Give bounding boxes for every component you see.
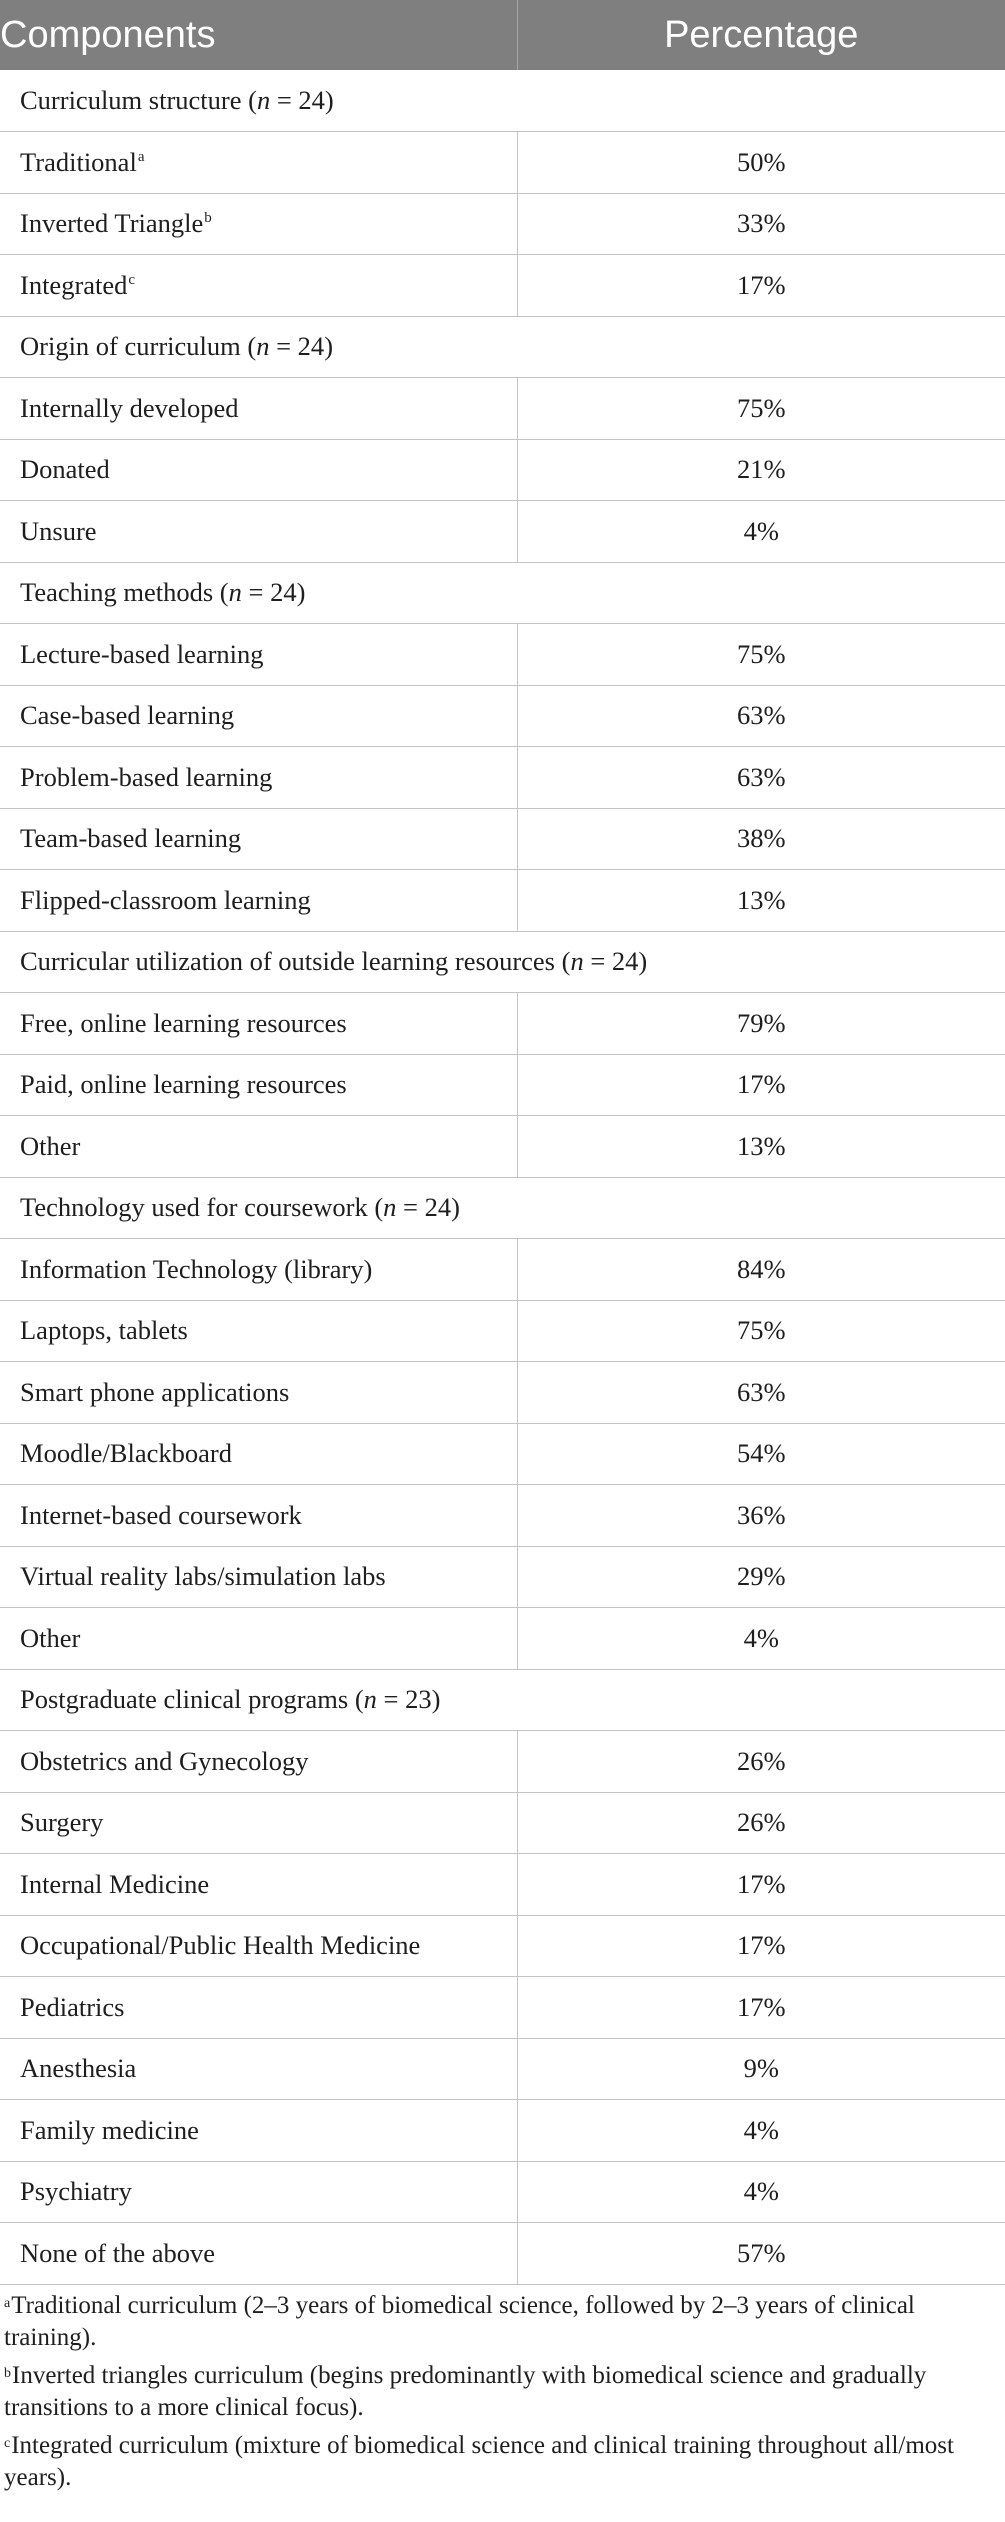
percentage-cell: 54%: [517, 1423, 1005, 1485]
section-n-value: = 24: [396, 1192, 452, 1223]
component-cell: [0, 1116, 517, 1178]
table-row: [0, 1485, 1005, 1547]
percentage-cell: 57%: [517, 2223, 1005, 2285]
component-cell: [0, 2038, 517, 2100]
section-n-label: n: [363, 1684, 377, 1715]
table-row: [0, 1423, 1005, 1485]
table-row: [0, 1362, 1005, 1424]
table-row: [0, 685, 1005, 747]
component-cell: [0, 1731, 517, 1793]
footnote: [4, 2360, 1001, 2424]
section-n-label: n: [570, 946, 584, 977]
component-label: Family medicine: [20, 2114, 199, 2145]
section-title-text: Technology used for coursework: [20, 1192, 368, 1223]
footnote: [4, 2290, 1001, 2354]
percentage-cell: 4%: [517, 1608, 1005, 1670]
percentage-cell: 13%: [517, 1116, 1005, 1178]
component-cell: [0, 2223, 517, 2285]
section-row: [0, 1669, 1005, 1731]
percentage-cell: 26%: [517, 1731, 1005, 1793]
percentage-cell: 17%: [517, 1915, 1005, 1977]
section-row: [0, 316, 1005, 378]
section-n-label: n: [256, 331, 270, 362]
component-label: Moodle/Blackboard: [20, 1438, 232, 1469]
section-n-value: = 24: [241, 577, 297, 608]
component-label: Lecture-based learning: [20, 638, 264, 669]
section-n-label: n: [228, 577, 242, 608]
component-cell: [0, 1485, 517, 1547]
component-label: Anesthesia: [20, 2053, 137, 2084]
component-cell: [0, 1608, 517, 1670]
percentage-cell: 75%: [517, 1300, 1005, 1362]
table-row: [0, 624, 1005, 686]
component-cell: [0, 193, 517, 255]
component-cell: [0, 747, 517, 809]
footnote-marker: c: [128, 271, 136, 288]
component-cell: [0, 2100, 517, 2162]
component-label: Surgery: [20, 1807, 104, 1838]
component-label: Case-based learning: [20, 700, 235, 731]
table-row: [0, 132, 1005, 194]
component-cell: [0, 1792, 517, 1854]
table-row: [0, 1608, 1005, 1670]
percentage-cell: 21%: [517, 439, 1005, 501]
section-n-value: = 24: [270, 85, 325, 115]
section-title: Postgraduate clinical programs (n = 23): [0, 1669, 1005, 1731]
component-label: Free, online learning resources: [20, 1007, 347, 1038]
table-row: [0, 439, 1005, 501]
component-label: Flipped-classroom learning: [20, 884, 311, 915]
percentage-cell: 38%: [517, 808, 1005, 870]
component-label: Laptops, tablets: [20, 1315, 188, 1346]
table-row: [0, 1977, 1005, 2039]
section-title: Teaching methods (n = 24): [0, 562, 1005, 624]
table-row: [0, 1116, 1005, 1178]
section-row: [0, 562, 1005, 624]
section-n-value: = 23: [376, 1684, 432, 1715]
component-cell: [0, 378, 517, 440]
section-n-value: = 24: [583, 946, 639, 977]
footnote-mark: a: [4, 2296, 11, 2311]
table-row: [0, 870, 1005, 932]
section-title: Curricular utilization of outside learning resources (n = 24): [0, 931, 1005, 993]
component-label: Psychiatry: [20, 2176, 132, 2207]
section-title: Origin of curriculum (n = 24): [0, 316, 1005, 378]
table-row: [0, 378, 1005, 440]
percentage-cell: 84%: [517, 1239, 1005, 1301]
percentage-cell: 4%: [517, 501, 1005, 563]
table-body: [0, 70, 1005, 2284]
table-row: [0, 1854, 1005, 1916]
section-row: [0, 70, 1005, 132]
footnote-text: Integrated curriculum (mixture of biomedical science and clinical training throughout all/most years).: [4, 2432, 954, 2491]
percentage-cell: 63%: [517, 747, 1005, 809]
percentage-cell: 33%: [517, 193, 1005, 255]
component-label: Information Technology (library): [20, 1253, 373, 1284]
component-label: Inverted Triangle: [20, 208, 204, 239]
percentage-cell: 4%: [517, 2100, 1005, 2162]
component-cell: [0, 1854, 517, 1916]
component-label: Team-based learning: [20, 823, 242, 854]
component-cell: [0, 1546, 517, 1608]
table-row: [0, 1915, 1005, 1977]
section-title-text: Teaching methods: [20, 577, 214, 608]
component-cell: [0, 1423, 517, 1485]
section-row: [0, 931, 1005, 993]
header-percentage: Percentage: [517, 0, 1005, 70]
percentage-cell: 63%: [517, 1362, 1005, 1424]
footnote-mark: b: [4, 2366, 11, 2381]
percentage-cell: 17%: [517, 1054, 1005, 1116]
percentage-cell: 75%: [517, 378, 1005, 440]
component-cell: [0, 993, 517, 1055]
footnote-marker: a: [137, 148, 145, 165]
table-row: [0, 193, 1005, 255]
component-cell: [0, 2161, 517, 2223]
header-row: [0, 0, 1005, 70]
table-row: [0, 808, 1005, 870]
percentage-cell: 4%: [517, 2161, 1005, 2223]
section-title: Technology used for coursework (n = 24): [0, 1177, 1005, 1239]
percentage-cell: 9%: [517, 2038, 1005, 2100]
section-n-label: n: [383, 1192, 397, 1223]
percentage-cell: 13%: [517, 870, 1005, 932]
percentage-cell: 50%: [517, 132, 1005, 194]
component-label: Smart phone applications: [20, 1376, 290, 1407]
percentage-cell: 75%: [517, 624, 1005, 686]
percentage-cell: 17%: [517, 255, 1005, 317]
section-title-text: Curriculum structure: [20, 85, 242, 115]
component-label: Unsure: [20, 515, 97, 546]
component-label: Obstetrics and Gynecology: [20, 1745, 309, 1776]
section-title-text: Postgraduate clinical programs: [20, 1684, 349, 1715]
section-title-text: Curricular utilization of outside learning resources: [20, 946, 555, 977]
component-label: Donated: [20, 454, 110, 485]
component-label: Traditional: [20, 146, 137, 177]
component-cell: [0, 870, 517, 932]
percentage-cell: 29%: [517, 1546, 1005, 1608]
component-cell: [0, 1239, 517, 1301]
component-label: Internal Medicine: [20, 1868, 210, 1899]
section-row: [0, 1177, 1005, 1239]
component-label: Other: [20, 1130, 81, 1161]
footnote-text: Traditional curriculum (2–3 years of biomedical science, followed by 2–3 years of clinical training).: [4, 2292, 915, 2351]
table-row: [0, 2100, 1005, 2162]
component-cell: [0, 1362, 517, 1424]
percentage-cell: 26%: [517, 1792, 1005, 1854]
footnote: [4, 2430, 1001, 2494]
component-cell: [0, 501, 517, 563]
table-row: [0, 1731, 1005, 1793]
percentage-cell: 79%: [517, 993, 1005, 1055]
percentage-cell: 17%: [517, 1977, 1005, 2039]
component-label: Pediatrics: [20, 1991, 125, 2022]
table-row: [0, 1300, 1005, 1362]
component-label: Paid, online learning resources: [20, 1069, 347, 1100]
footnote-mark: c: [4, 2436, 11, 2451]
component-cell: [0, 439, 517, 501]
component-label: Problem-based learning: [20, 761, 273, 792]
component-label: Internally developed: [20, 392, 239, 423]
table-row: [0, 2223, 1005, 2285]
component-cell: [0, 1977, 517, 2039]
percentage-cell: 17%: [517, 1854, 1005, 1916]
table-row: [0, 1054, 1005, 1116]
percentage-cell: 36%: [517, 1485, 1005, 1547]
component-label: Other: [20, 1622, 81, 1653]
section-n-label: n: [256, 85, 271, 115]
component-cell: [0, 132, 517, 194]
percentage-cell: 63%: [517, 685, 1005, 747]
footnotes: [0, 2290, 1005, 2500]
section-title: Curriculum structure (n = 24): [0, 70, 1005, 132]
table-row: [0, 1546, 1005, 1608]
table-row: [0, 2038, 1005, 2100]
component-label: Occupational/Public Health Medicine: [20, 1930, 421, 1961]
component-cell: [0, 808, 517, 870]
component-cell: [0, 1915, 517, 1977]
table-row: [0, 747, 1005, 809]
component-cell: [0, 1300, 517, 1362]
component-label: Internet-based coursework: [20, 1499, 302, 1530]
footnote-marker: b: [204, 210, 212, 227]
table-row: [0, 2161, 1005, 2223]
component-cell: [0, 624, 517, 686]
component-label: None of the above: [20, 2237, 215, 2268]
component-label: Virtual reality labs/simulation labs: [20, 1561, 386, 1592]
section-title-text: Origin of curriculum: [20, 331, 241, 362]
section-n-value: = 24: [269, 331, 325, 362]
table-row: [0, 1239, 1005, 1301]
component-cell: [0, 255, 517, 317]
header-components: Components: [0, 0, 517, 70]
component-cell: [0, 685, 517, 747]
table-row: [0, 255, 1005, 317]
table-row: [0, 1792, 1005, 1854]
table-row: [0, 993, 1005, 1055]
component-label: Integrated: [20, 269, 128, 300]
component-cell: [0, 1054, 517, 1116]
footnote-text: Inverted triangles curriculum (begins predominantly with biomedical science and gradually transitions to a more clinical focus).: [4, 2362, 927, 2421]
table-row: [0, 501, 1005, 563]
